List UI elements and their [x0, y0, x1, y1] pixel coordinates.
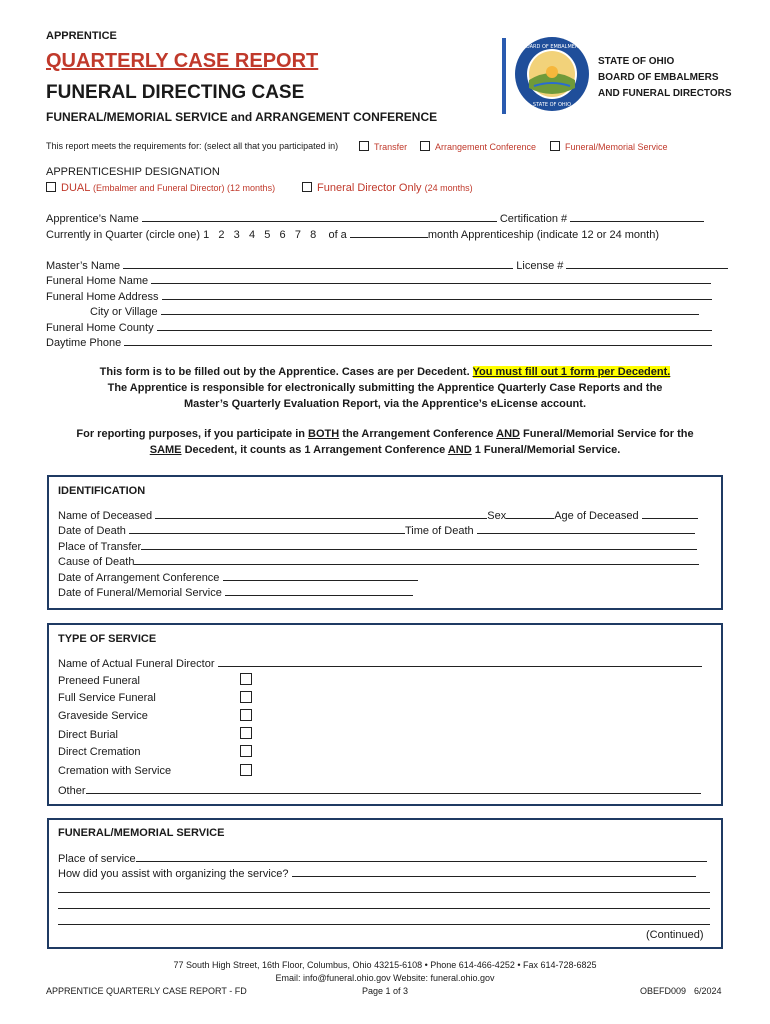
- city-row: City or Village: [90, 304, 699, 318]
- apprentice-name-field[interactable]: [142, 211, 497, 222]
- county-row: Funeral Home County: [46, 320, 712, 334]
- graveside-checkbox[interactable]: [240, 709, 252, 721]
- transfer-checkbox[interactable]: [359, 141, 369, 151]
- direct-burial-checkbox[interactable]: [240, 727, 252, 739]
- apprentice-name-row: Apprentice’s Name Certification #: [46, 211, 704, 225]
- footer-address: 77 South High Street, 16th Floor, Columbus, Ohio 43215-6108 • Phone 614-466-4252 • Fax 614-728-6825: [173, 960, 597, 970]
- direct-cremation-checkbox[interactable]: [240, 745, 252, 757]
- req-funeral[interactable]: Funeral/Memorial Service: [550, 141, 668, 152]
- assist-field[interactable]: [292, 866, 696, 877]
- answer-line[interactable]: [58, 924, 710, 925]
- agency-line3: AND FUNERAL DIRECTORS: [598, 88, 732, 99]
- arrangement-checkbox[interactable]: [420, 141, 430, 151]
- time-death-field[interactable]: [477, 523, 695, 534]
- date-arrangement-row: Date of Arrangement Conference: [58, 570, 418, 584]
- apprentice-label: APPRENTICE: [46, 30, 117, 42]
- footer-page: Page 1 of 3: [361, 986, 409, 996]
- service-option-label: Preneed Funeral: [58, 675, 140, 687]
- footer-left: APPRENTICE QUARTERLY CASE REPORT - FD: [46, 986, 247, 996]
- continued-label: (Continued): [646, 929, 704, 941]
- title-red: QUARTERLY CASE REPORT: [46, 50, 319, 72]
- service-option-label: Direct Burial: [58, 729, 118, 741]
- quarter-row: Currently in Quarter (circle one) 1 2 3 4 5 6 7 8 of a month Apprenticeship (indicate 12 or 24 month): [46, 229, 660, 241]
- funeral-checkbox[interactable]: [550, 141, 560, 151]
- instruction-line4: For reporting purposes, if you participate in BOTH the Arrangement Conference AND Funeral/Memorial Service for the: [76, 428, 694, 440]
- assist-row: How did you assist with organizing the service?: [58, 866, 696, 880]
- ohio-seal-icon: [514, 36, 590, 112]
- date-funeral-row: Date of Funeral/Memorial Service: [58, 585, 413, 599]
- master-name-row: Master’s Name License #: [46, 258, 728, 272]
- answer-line[interactable]: [58, 892, 710, 893]
- city-field[interactable]: [161, 304, 699, 315]
- req-arrangement[interactable]: Arrangement Conference: [420, 141, 536, 152]
- service-option-label: Cremation with Service: [58, 765, 172, 777]
- phone-row: Daytime Phone: [46, 335, 712, 349]
- footer-form-code: OBEFD009: [640, 986, 687, 996]
- apprenticeship-length-field[interactable]: [350, 227, 428, 238]
- date-funeral-field[interactable]: [225, 585, 413, 596]
- other-row: Other: [58, 783, 701, 797]
- place-service-row: Place of service: [58, 851, 707, 865]
- license-field[interactable]: [566, 258, 728, 269]
- cremation-service-checkbox[interactable]: [240, 764, 252, 776]
- dual-checkbox[interactable]: [46, 182, 56, 192]
- director-field[interactable]: [218, 656, 702, 667]
- service-type-heading: TYPE OF SERVICE: [58, 633, 157, 645]
- name-deceased-row: Name of Deceased Sex Age of Deceased: [58, 508, 698, 522]
- phone-field[interactable]: [124, 335, 712, 346]
- fd-only-option[interactable]: Funeral Director Only (24 months): [302, 182, 473, 194]
- title-black: FUNERAL DIRECTING CASE: [46, 82, 305, 103]
- fd-only-checkbox[interactable]: [302, 182, 312, 192]
- date-arrangement-field[interactable]: [223, 570, 418, 581]
- service-option-label: Full Service Funeral: [58, 692, 156, 704]
- fh-address-field[interactable]: [162, 289, 712, 300]
- svg-text:STATE OF OHIO: STATE OF OHIO: [532, 102, 572, 108]
- funeral-service-heading: FUNERAL/MEMORIAL SERVICE: [58, 827, 225, 839]
- cause-death-field[interactable]: [134, 554, 699, 565]
- footer-date: 6/2024: [694, 986, 722, 996]
- instruction-line1: This form is to be filled out by the Apprentice. Cases are per Decedent. You must fill out 1 form per Decedent.: [99, 366, 671, 378]
- service-type-box: [47, 623, 723, 806]
- master-name-field[interactable]: [123, 258, 513, 269]
- date-death-row: Date of Death Time of Death: [58, 523, 695, 537]
- instruction-line5: SAME Decedent, it counts as 1 Arrangement Conference AND 1 Funeral/Memorial Service.: [149, 444, 621, 456]
- full-service-checkbox[interactable]: [240, 691, 252, 703]
- footer-contact: Email: info@funeral.ohio.gov Website: funeral.ohio.gov: [275, 973, 495, 983]
- svg-text:BOARD OF EMBALMERS: BOARD OF EMBALMERS: [522, 44, 582, 50]
- identification-heading: IDENTIFICATION: [58, 485, 146, 497]
- age-field[interactable]: [642, 508, 698, 519]
- service-option-label: Direct Cremation: [58, 746, 141, 758]
- director-row: Name of Actual Funeral Director: [58, 656, 702, 670]
- certification-field[interactable]: [570, 211, 704, 222]
- dual-option[interactable]: DUAL (Embalmer and Funeral Director) (12 months): [46, 182, 275, 194]
- designation-heading: APPRENTICESHIP DESIGNATION: [46, 166, 220, 178]
- header-divider: [502, 38, 506, 114]
- fh-address-row: Funeral Home Address: [46, 289, 712, 303]
- sex-field[interactable]: [506, 508, 554, 519]
- instruction-line3: Master’s Quarterly Evaluation Report, via the Apprentice’s eLicense account.: [183, 398, 587, 410]
- answer-line[interactable]: [58, 908, 710, 909]
- subtitle: FUNERAL/MEMORIAL SERVICE and ARRANGEMENT CONFERENCE: [46, 110, 438, 124]
- place-transfer-field[interactable]: [141, 539, 697, 550]
- place-service-field[interactable]: [136, 851, 707, 862]
- requirements-lead: This report meets the requirements for: (select all that you participated in): [46, 141, 339, 151]
- other-field[interactable]: [86, 783, 701, 794]
- agency-line2: BOARD OF EMBALMERS: [598, 72, 719, 83]
- instruction-line2: The Apprentice is responsible for electronically submitting the Apprentice Quarterly Case Reports and the: [107, 382, 663, 394]
- name-deceased-field[interactable]: [155, 508, 487, 519]
- preneed-checkbox[interactable]: [240, 673, 252, 685]
- date-death-field[interactable]: [129, 523, 405, 534]
- cause-death-row: Cause of Death: [58, 554, 699, 568]
- fh-name-field[interactable]: [151, 273, 711, 284]
- service-option-label: Graveside Service: [58, 710, 148, 722]
- county-field[interactable]: [157, 320, 712, 331]
- req-transfer[interactable]: Transfer: [359, 141, 407, 152]
- fh-name-row: Funeral Home Name: [46, 273, 711, 287]
- agency-line1: STATE OF OHIO: [598, 56, 675, 67]
- place-transfer-row: Place of Transfer: [58, 539, 697, 553]
